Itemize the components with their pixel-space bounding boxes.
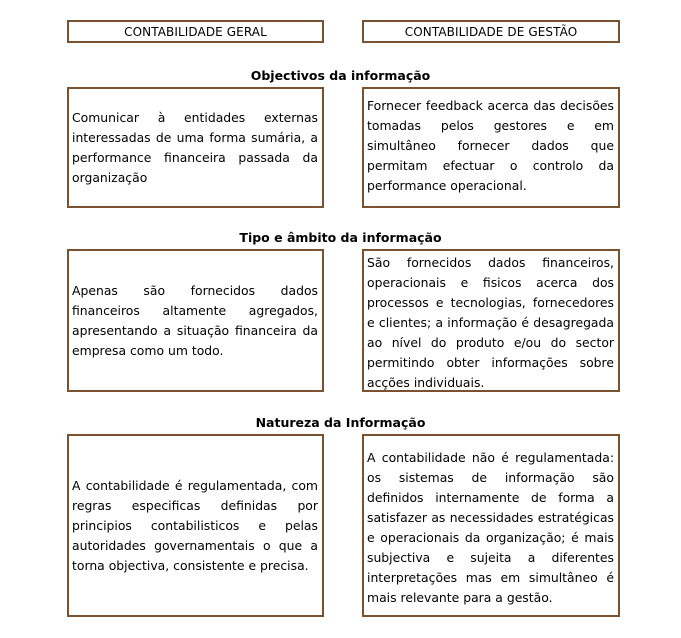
section-natureza-geral-text: A contabilidade é regulamentada, com regras especificas definidas por principios contabilisticos e pelas autoridades governamentais o que a torna objectiva, consistente e precisa. — [72, 477, 318, 573]
section-natureza-gestao-text: A contabilidade não é regulamentada: os sistemas de informação são definidos internamente de forma a satisfazer as necessidades estratégicas e operacionais da organização; é mais subjectiva e sujeita a diferentes interpretações mas em simultâneo é mais relevante para a gestão. — [367, 450, 614, 605]
header-contabilidade-geral — [67, 20, 324, 43]
section-objectivos-geral — [67, 87, 324, 208]
header-contabilidade-geral-label: CONTABILIDADE GERAL — [124, 24, 267, 39]
header-contabilidade-gestao-label: CONTABILIDADE DE GESTÃO — [404, 24, 578, 39]
section-natureza-geral — [67, 434, 324, 617]
header-contabilidade-gestao — [362, 20, 620, 43]
section-natureza-gestao — [362, 434, 620, 617]
section-objectivos-gestao-text: Fornecer feedback acerca das decisões tomadas pelos gestores e em simultâneo fornecer dados que permitam efectuar o controlo da performance operacional. — [367, 98, 614, 193]
section-title-tipo-ambito: Tipo e âmbito da informação — [239, 230, 442, 245]
section-tipo-ambito-geral-text: Apenas são fornecidos dados financeiros altamente agregados, apresentando a situação financeira da empresa como um todo. — [72, 282, 318, 358]
section-title-objectivos: Objectivos da informação — [250, 68, 431, 83]
section-tipo-ambito-geral — [67, 249, 324, 392]
section-tipo-ambito-gestao — [362, 249, 620, 392]
section-tipo-ambito-gestao-text: São fornecidos dados financeiros, operacionais e fisicos acerca dos processos e tecnologias, fornecedores e clientes; a informação é desagregada ao nível do produto e/ou do sector permitindo obter informações sobre acções individuais. — [367, 255, 614, 390]
section-objectivos-geral-text: Comunicar à entidades externas interessadas de uma forma sumária, a performance financeira passada da organização — [72, 109, 318, 185]
section-title-natureza: Natureza da Informação — [255, 415, 426, 430]
section-objectivos-gestao — [362, 87, 620, 208]
